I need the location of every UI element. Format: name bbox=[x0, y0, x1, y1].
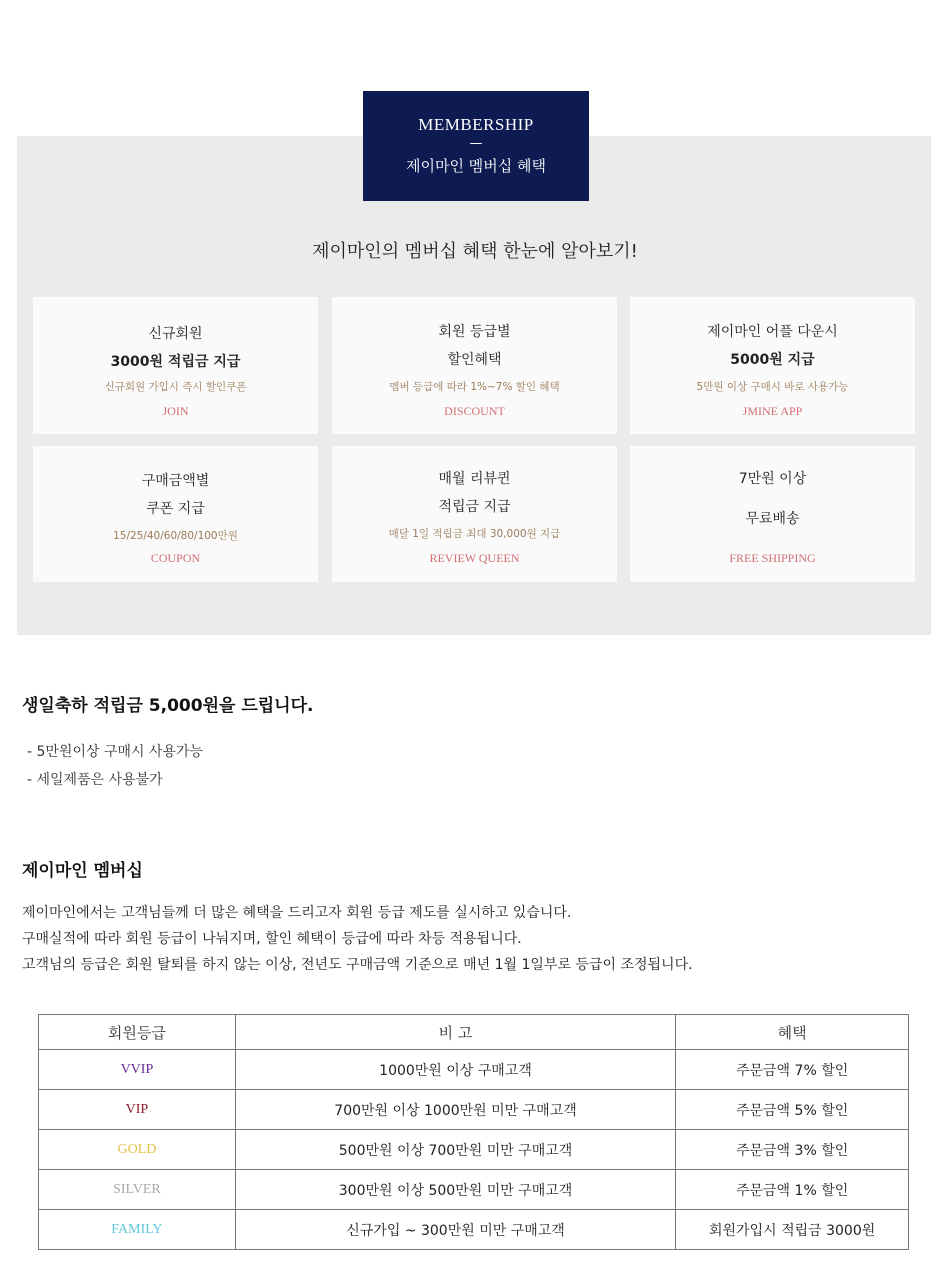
card-line2: 적립금 지급 bbox=[438, 499, 511, 515]
birthday-note: - 5만원이상 구매시 사용가능 bbox=[27, 744, 204, 760]
badge-subtitle: 제이마인 멤버십 혜택 bbox=[406, 157, 546, 175]
benefit-card-coupon[interactable] bbox=[33, 446, 318, 582]
card-description: 멤버 등급에 따라 1%~7% 할인 혜택 bbox=[389, 381, 560, 393]
membership-badge bbox=[363, 91, 589, 201]
header-grade: 회원등급 bbox=[39, 1015, 236, 1050]
card-description: 5만원 이상 구매시 바로 사용가능 bbox=[696, 381, 849, 393]
birthday-title: 생일축하 적립금 5,000원을 드립니다. bbox=[22, 696, 314, 716]
grade-benefit: 회원가입시 적립금 3000원 bbox=[676, 1210, 909, 1250]
card-line1: 구매금액별 bbox=[141, 473, 210, 489]
benefit-card-app[interactable] bbox=[630, 297, 915, 434]
grade-name-gold: GOLD bbox=[39, 1130, 236, 1170]
card-code: COUPON bbox=[150, 551, 201, 565]
grade-note: 700만원 이상 1000만원 미만 구매고객 bbox=[235, 1090, 675, 1130]
card-description: 15/25/40/60/80/100만원 bbox=[113, 530, 238, 542]
grade-name-silver: SILVER bbox=[39, 1170, 236, 1210]
membership-title: 제이마인 멤버십 bbox=[22, 861, 143, 881]
card-line1: 신규회원 bbox=[148, 326, 203, 342]
card-line2: 3000원 적립금 지급 bbox=[110, 354, 241, 370]
grade-note: 신규가입 ~ 300만원 미만 구매고객 bbox=[235, 1210, 675, 1250]
grade-name-vip: VIP bbox=[39, 1090, 236, 1130]
membership-grade-table bbox=[38, 1014, 909, 1250]
table-row bbox=[39, 1130, 909, 1170]
birthday-note: - 세일제품은 사용불가 bbox=[27, 772, 163, 788]
card-line1: 매월 리뷰퀸 bbox=[438, 471, 511, 487]
card-line1: 제이마인 어플 다운시 bbox=[707, 324, 838, 340]
card-line2: 5000원 지급 bbox=[730, 352, 815, 368]
card-code: DISCOUNT bbox=[444, 404, 505, 418]
grade-benefit: 주문금액 5% 할인 bbox=[676, 1090, 909, 1130]
benefits-headline: 제이마인의 멤버십 혜택 한눈에 알아보기! bbox=[312, 241, 638, 262]
badge-divider: — bbox=[469, 136, 483, 151]
benefit-card-shipping[interactable] bbox=[630, 446, 915, 582]
card-description: 신규회원 가입시 즉시 할인쿠폰 bbox=[104, 381, 247, 393]
grade-benefit: 주문금액 3% 할인 bbox=[676, 1130, 909, 1170]
table-header-row bbox=[39, 1015, 909, 1050]
membership-paragraph: 제이마인에서는 고객님들께 더 많은 혜택을 드리고자 회원 등급 제도를 실시하고 있습니다. bbox=[22, 905, 572, 921]
grade-benefit: 주문금액 1% 할인 bbox=[676, 1170, 909, 1210]
grade-name-family: FAMILY bbox=[39, 1210, 236, 1250]
benefit-card-discount[interactable] bbox=[332, 297, 617, 434]
grade-name-vvip: VVIP bbox=[39, 1050, 236, 1090]
card-line2: 무료배송 bbox=[745, 511, 800, 527]
card-description: 매달 1일 적립금 최대 30,000원 지급 bbox=[388, 528, 561, 540]
card-code: JOIN bbox=[162, 404, 189, 418]
card-code: JMINE APP bbox=[742, 404, 803, 418]
membership-paragraph: 고객님의 등급은 회원 탈퇴를 하지 않는 이상, 전년도 구매금액 기준으로 매년 1월 1일부로 등급이 조정됩니다. bbox=[22, 957, 693, 973]
benefit-card-review[interactable] bbox=[332, 446, 617, 582]
card-line2: 쿠폰 지급 bbox=[146, 501, 205, 517]
table-row bbox=[39, 1170, 909, 1210]
grade-note: 300만원 이상 500만원 미만 구매고객 bbox=[235, 1170, 675, 1210]
membership-paragraph: 구매실적에 따라 회원 등급이 나눠지며, 할인 혜택이 등급에 따라 차등 적용됩니다. bbox=[22, 931, 522, 947]
grade-benefit: 주문금액 7% 할인 bbox=[676, 1050, 909, 1090]
grade-note: 500만원 이상 700만원 미만 구매고객 bbox=[235, 1130, 675, 1170]
table-row bbox=[39, 1090, 909, 1130]
header-benefit: 혜택 bbox=[676, 1015, 909, 1050]
table-row bbox=[39, 1210, 909, 1250]
badge-title: MEMBERSHIP bbox=[418, 115, 534, 134]
benefit-card-join[interactable] bbox=[33, 297, 318, 434]
card-line1: 7만원 이상 bbox=[738, 471, 807, 487]
header-note: 비 고 bbox=[235, 1015, 675, 1050]
card-line2: 할인혜택 bbox=[447, 352, 502, 368]
grade-note: 1000만원 이상 구매고객 bbox=[235, 1050, 675, 1090]
card-code: REVIEW QUEEN bbox=[429, 551, 520, 565]
card-code: FREE SHIPPING bbox=[729, 551, 816, 565]
card-line1: 회원 등급별 bbox=[438, 324, 511, 340]
table-row bbox=[39, 1050, 909, 1090]
